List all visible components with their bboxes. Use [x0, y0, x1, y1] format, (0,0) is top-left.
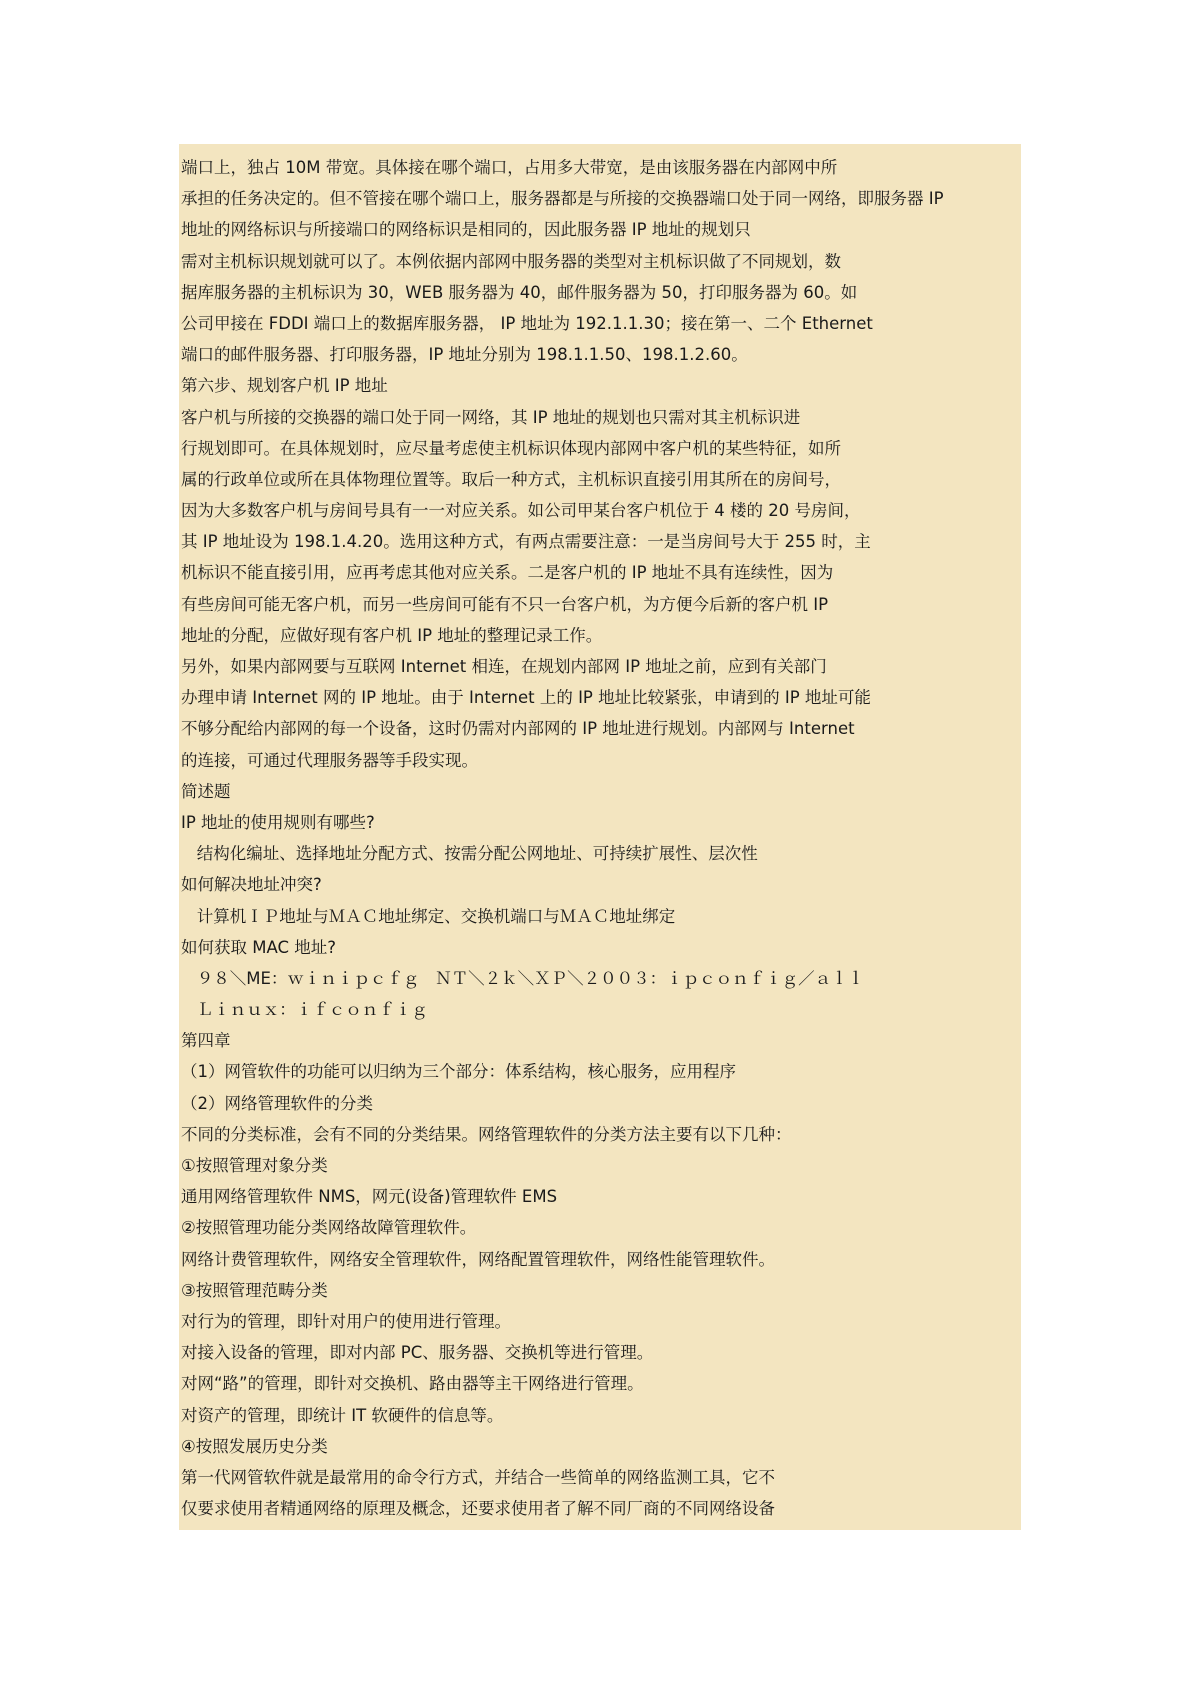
question-line: IP 地址的使用规则有哪些? [181, 812, 375, 832]
text-line: 对行为的管理，即针对用户的使用进行管理。 [181, 1311, 511, 1331]
text-line: 因为大多数客户机与房间号具有一一对应关系。如公司甲某台客户机位于 4 楼的 20 号房间， [181, 501, 861, 521]
text-line: 地址的分配，应做好现有客户机 IP 地址的整理记录工作。 [181, 625, 603, 645]
text-line: （2）网络管理软件的分类 [181, 1093, 373, 1113]
answer-line: 结构化编址、选择地址分配方式、按需分配公网地址、可持续扩展性、层次性 [181, 844, 758, 864]
text-line: 对网“路”的管理，即针对交换机、路由器等主干网络进行管理。 [181, 1374, 644, 1394]
text-line: 有些房间可能无客户机，而另一些房间可能有不只一台客户机，为方便今后新的客户机 IP [181, 594, 829, 614]
text-line: 仅要求使用者精通网络的原理及概念，还要求使用者了解不同厂商的不同网络设备 [181, 1499, 775, 1519]
text-line: 行规划即可。在具体规划时，应尽量考虑使主机标识体现内部网中客户机的某些特征，如所 [181, 438, 841, 458]
text-line: 对资产的管理，即统计 IT 软硬件的信息等。 [181, 1405, 504, 1425]
text-line: ③按照管理范畴分类 [181, 1280, 328, 1300]
text-line: 承担的任务决定的。但不管接在哪个端口上，服务器都是与所接的交换器端口处于同一网络，即服务器 IP [181, 189, 944, 209]
text-line: 通用网络管理软件 NMS，网元(设备)管理软件 EMS [181, 1187, 558, 1207]
text-line: 端口上，独占 10M 带宽。具体接在哪个端口，占用多大带宽，是由该服务器在内部网中所 [181, 158, 838, 177]
text-line: 的连接，可通过代理服务器等手段实现。 [181, 750, 478, 770]
question-line: 如何获取 MAC 地址? [181, 937, 337, 957]
chapter-heading: 第四章 [181, 1031, 231, 1051]
text-line: 另外，如果内部网要与互联网 Internet 相连，在规划内部网 IP 地址之前，应到有关部门 [181, 657, 827, 676]
text-line: 据库服务器的主机标识为 30，WEB 服务器为 40，邮件服务器为 50，打印服务器为 60。如 [181, 282, 858, 302]
text-line: 网络计费管理软件，网络安全管理软件，网络配置管理软件，网络性能管理软件。 [181, 1249, 775, 1269]
text-line: 客户机与所接的交换器的端口处于同一网络，其 IP 地址的规划也只需对其主机标识进 [181, 407, 801, 427]
text-line: 地址的网络标识与所接端口的网络标识是相同的，因此服务器 IP 地址的规划只 [181, 220, 751, 240]
text-line: ①按照管理对象分类 [181, 1156, 328, 1175]
text-line: 公司甲接在 FDDI 端口上的数据库服务器， IP 地址为 192.1.1.30；接在第一、二个 Ethernet [181, 313, 873, 333]
text-line: ④按照发展历史分类 [181, 1436, 328, 1456]
document-text-block [179, 144, 1021, 1530]
text-line: 第一代网管软件就是最常用的命令行方式，并结合一些简单的网络监测工具，它不 [181, 1467, 775, 1487]
text-line: 其 IP 地址设为 198.1.4.20。选用这种方式，有两点需要注意：一是当房间号大于 255 时，主 [181, 532, 871, 552]
text-line: 机标识不能直接引用，应再考虑其他对应关系。二是客户机的 IP 地址不具有连续性，因为 [181, 563, 834, 583]
question-line: 如何解决地址冲突? [181, 875, 322, 895]
text-line: 不够分配给内部网的每一个设备，这时仍需对内部网的 IP 地址进行规划。内部网与 Internet [181, 719, 855, 739]
text-line: 不同的分类标准，会有不同的分类结果。网络管理软件的分类方法主要有以下几种： [181, 1124, 792, 1144]
text-line: 属的行政单位或所在具体物理位置等。取后一种方式，主机标识直接引用其所在的房间号， [181, 469, 841, 489]
text-line: 需对主机标识规划就可以了。本例依据内部网中服务器的类型对主机标识做了不同规划，数 [181, 251, 841, 271]
text-line: 办理申请 Internet 网的 IP 地址。由于 Internet 上的 IP 地址比较紧张，申请到的 IP 地址可能 [181, 688, 871, 708]
section-heading: 第六步、规划客户机 IP 地址 [181, 376, 388, 396]
section-heading: 简述题 [181, 781, 231, 801]
answer-line: 计算机ＩＰ地址与ＭＡＣ地址绑定、交换机端口与ＭＡＣ地址绑定 [181, 906, 676, 926]
answer-line: Ｌｉｎｕｘ：ｉｆｃｏｎｆｉｇ [181, 1000, 428, 1020]
text-line: （1）网管软件的功能可以归纳为三个部分：体系结构，核心服务，应用程序 [181, 1062, 736, 1082]
answer-line: ９８＼ME：ｗｉｎｉｐｃｆｇ ＮＴ＼２ｋ＼ＸＰ＼２００３：ｉｐｃｏｎｆｉｇ／ａｌｌ [181, 968, 865, 988]
text-line: ②按照管理功能分类网络故障管理软件。 [181, 1218, 477, 1238]
text-line: 端口的邮件服务器、打印服务器，IP 地址分别为 198.1.1.50、198.1.2.60。 [181, 345, 748, 365]
text-line: 对接入设备的管理，即对内部 PC、服务器、交换机等进行管理。 [181, 1343, 654, 1363]
